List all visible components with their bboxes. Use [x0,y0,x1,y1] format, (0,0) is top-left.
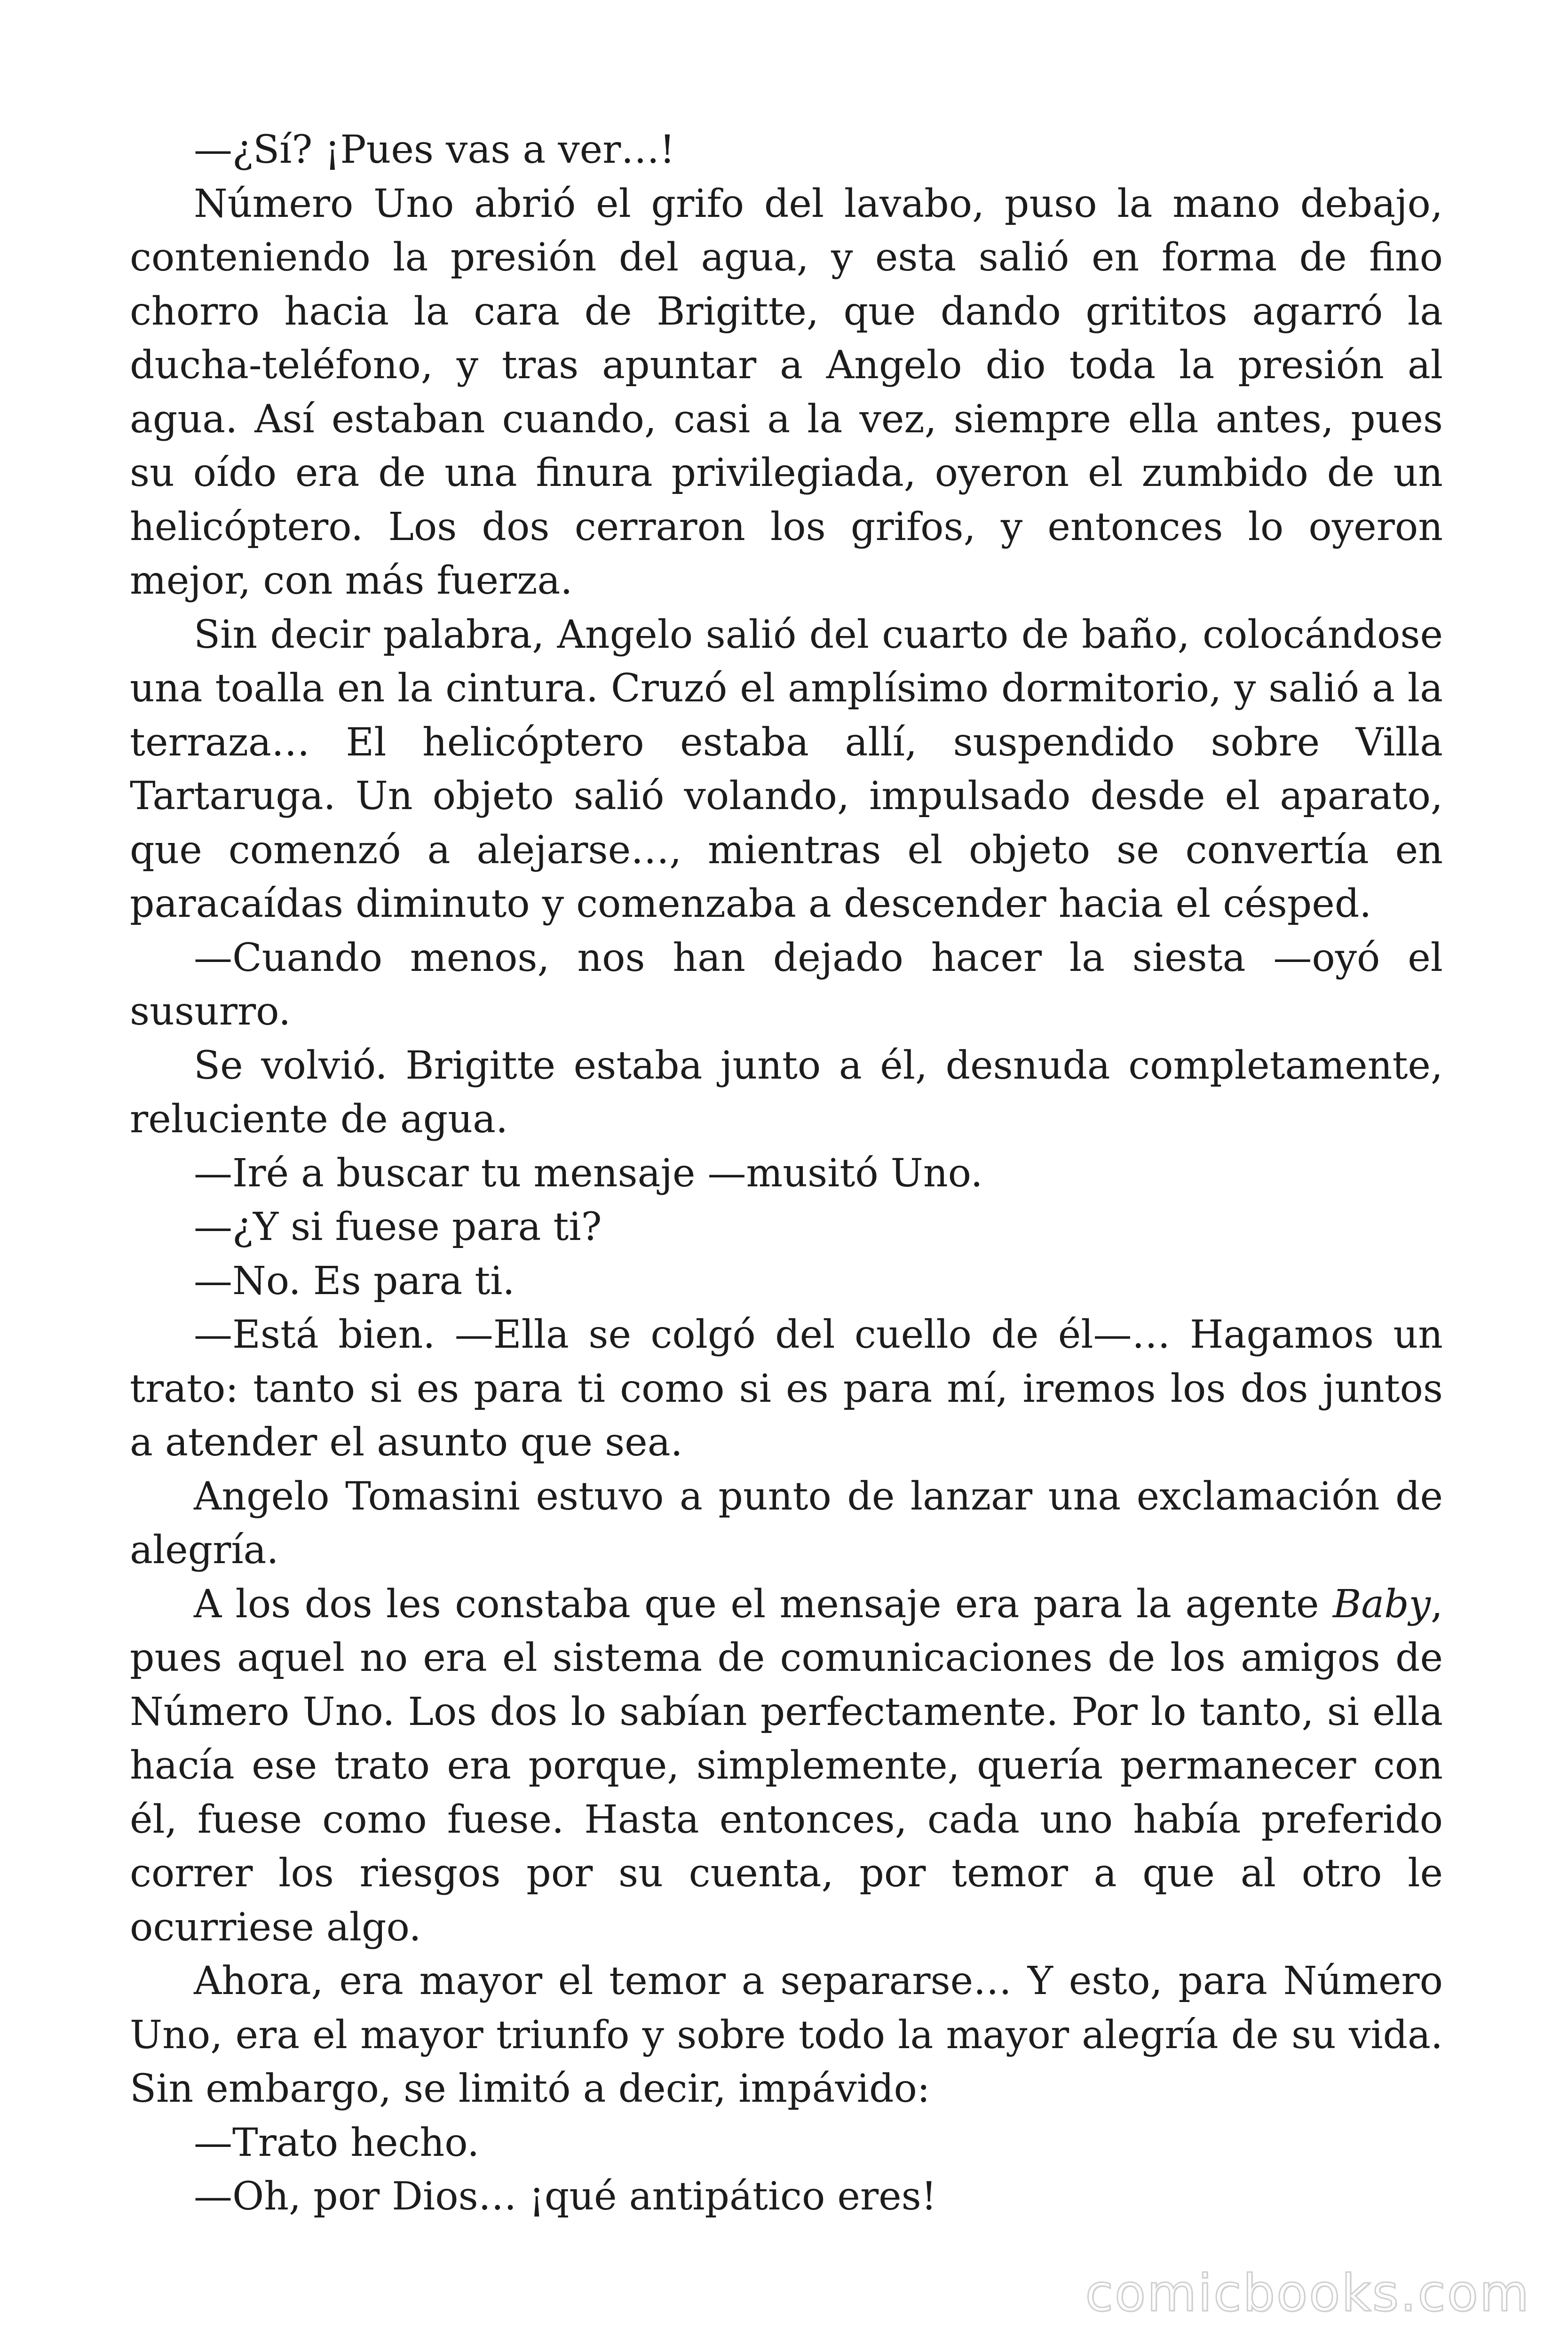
paragraph: —¿Y si fuese para ti? [194,1205,602,1249]
paragraph: —Está bien. —Ella se colgó del cuello de él—… Hagamos un trato: tanto si es para ti como si es para mí, iremos los dos juntos a atender el asunto que sea. [130,1312,1443,1465]
paragraph: —Cuando menos, nos han dejado hacer la siesta —oyó el susurro. [130,935,1443,1034]
paragraph: —No. Es para ti. [194,1258,515,1303]
book-page-text [130,123,1443,2224]
paragraph: Angelo Tomasini estuvo a punto de lanzar una exclamación de alegría. [130,1474,1443,1573]
watermark: comicbooks.com [1085,2264,1530,2323]
paragraph: Ahora, era mayor el temor a separarse… Y esto, para Número Uno, era el mayor triunfo y sobre todo la mayor alegría de su vida. Sin embargo, se limitó a decir, impávido: [130,1959,1443,2111]
paragraph: —Trato hecho. [194,2120,480,2165]
italic-name-baby: Baby [1332,1581,1431,1627]
paragraph: Número Uno abrió el grifo del lavabo, puso la mano debajo, conteniendo la presión del agua, y esta salió en forma de fino chorro hacia la cara de Brigitte, que dando grititos agarró la ducha-teléfono, y tras apuntar a Angelo dio toda la presión al agua. Así estaban cuando, casi a la vez, siempre ella antes, pues su oído era de una finura privilegiada, oyeron el zumbido de un helicóptero. Los dos cerraron los grifos, y entonces lo oyeron mejor, con más fuerza. [130,181,1443,603]
paragraph: A los dos les constaba que el mensaje era para la agente Baby, pues aquel no era el sistema de comunicaciones de los amigos de Número Uno. Los dos lo sabían perfectamente. Por lo tanto, si ella hacía ese trato era porque, simplemente, quería permanecer con él, fuese como fuese. Hasta entonces, cada uno había preferido correr los riesgos por su cuenta, por temor a que al otro le ocurriese algo. [130,1581,1443,1950]
paragraph: —Oh, por Dios… ¡qué antipático eres! [194,2174,937,2219]
paragraph: Se volvió. Brigitte estaba junto a él, desnuda completamente, reluciente de agua. [130,1043,1443,1142]
paragraph: —¿Sí? ¡Pues vas a ver…! [194,127,675,172]
paragraph: Sin decir palabra, Angelo salió del cuarto de baño, colocándose una toalla en la cintura. Cruzó el amplísimo dormitorio, y salió a la terraza… El helicóptero estaba allí, suspendido sobre Villa Tartaruga. Un objeto salió volando, impulsado desde el aparato, que comenzó a alejarse…, mientras el objeto se convertía en paracaídas diminuto y comenzaba a descender hacia el césped. [130,612,1443,926]
paragraph: —Iré a buscar tu mensaje —musitó Uno. [194,1151,983,1196]
